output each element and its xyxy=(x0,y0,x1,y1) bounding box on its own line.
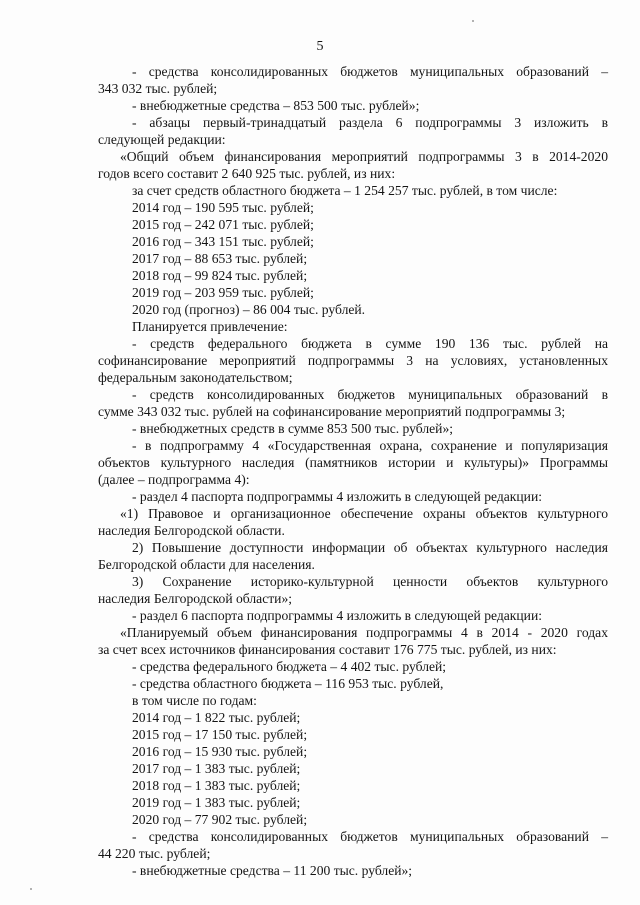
text-line: софинансирование мероприятий подпрограммы 3 на условиях, установленных xyxy=(98,353,608,368)
text-line: за счет средств областного бюджета – 1 254 257 тыс. рублей, в том числе: xyxy=(132,183,558,198)
text-line: 2016 год – 343 151 тыс. рублей; xyxy=(132,234,314,249)
text-line: 2020 год – 77 902 тыс. рублей; xyxy=(132,812,308,827)
text-line: в том числе по годам: xyxy=(132,693,257,708)
text-line: - средства консолидированных бюджетов муниципальных образований – xyxy=(132,829,608,844)
text-line: сумме 343 032 тыс. рублей на софинансирование мероприятий подпрограммы 3; xyxy=(98,404,566,419)
text-line: федеральным законодательством; xyxy=(98,370,293,385)
text-line: «1) Правовое и организационное обеспечение охраны объектов культурного xyxy=(120,506,608,521)
text-line: - внебюджетные средства – 853 500 тыс. рублей»; xyxy=(132,98,420,113)
document-body xyxy=(98,63,608,879)
text-line: Планируется привлечение: xyxy=(132,319,288,334)
text-line: 2016 год – 15 930 тыс. рублей; xyxy=(132,744,308,759)
text-line: 2) Повышение доступности информации об объектах культурного наследия xyxy=(132,540,608,555)
text-line: - средств федерального бюджета в сумме 190 136 тыс. рублей на xyxy=(132,336,608,351)
text-line: 3) Сохранение историко-культурной ценности объектов культурного xyxy=(132,574,608,589)
text-line: 2020 год (прогноз) – 86 004 тыс. рублей. xyxy=(132,302,366,317)
text-line: 2017 год – 88 653 тыс. рублей; xyxy=(132,251,308,266)
text-line: - средства консолидированных бюджетов муниципальных образований – xyxy=(132,64,608,79)
text-line: - внебюджетные средства – 11 200 тыс. рублей»; xyxy=(132,863,413,878)
text-line: объектов культурного наследия (памятников истории и культуры)» Программы xyxy=(98,455,608,470)
text-line: «Общий объем финансирования мероприятий подпрограммы 3 в 2014-2020 xyxy=(120,149,608,164)
text-line: 2017 год – 1 383 тыс. рублей; xyxy=(132,761,301,776)
text-line: 2014 год – 190 595 тыс. рублей; xyxy=(132,200,314,215)
text-line: 343 032 тыс. рублей; xyxy=(98,81,218,96)
text-line: 2018 год – 1 383 тыс. рублей; xyxy=(132,778,301,793)
scan-speck xyxy=(472,20,474,22)
text-line: 2019 год – 203 959 тыс. рублей; xyxy=(132,285,314,300)
text-line: 2018 год – 99 824 тыс. рублей; xyxy=(132,268,308,283)
text-line: 2015 год – 17 150 тыс. рублей; xyxy=(132,727,308,742)
text-line: 2019 год – 1 383 тыс. рублей; xyxy=(132,795,301,810)
text-line: наследия Белгородской области. xyxy=(98,523,285,538)
text-line: (далее – подпрограмма 4): xyxy=(98,472,250,487)
text-line: 44 220 тыс. рублей; xyxy=(98,846,211,861)
text-line: - внебюджетных средств в сумме 853 500 тыс. рублей»; xyxy=(132,421,454,436)
text-line: за счет всех источников финансирования составит 176 775 тыс. рублей, из них: xyxy=(98,642,557,657)
text-line: годов всего составит 2 640 925 тыс. рублей, из них: xyxy=(98,166,396,181)
scan-speck xyxy=(30,888,32,890)
text-line: - средств консолидированных бюджетов муниципальных образований в xyxy=(132,387,608,402)
text-line: - раздел 4 паспорта подпрограммы 4 изложить в следующей редакции: xyxy=(132,489,543,504)
text-line: наследия Белгородской области»; xyxy=(98,591,293,606)
text-line: - средства федерального бюджета – 4 402 тыс. рублей; xyxy=(132,659,447,674)
text-line: - раздел 6 паспорта подпрограммы 4 изложить в следующей редакции: xyxy=(132,608,543,623)
text-line: Белгородской области для населения. xyxy=(98,557,315,572)
text-line: 2015 год – 242 071 тыс. рублей; xyxy=(132,217,314,232)
text-line: следующей редакции: xyxy=(98,132,226,147)
text-line: - средства областного бюджета – 116 953 тыс. рублей, xyxy=(132,676,444,691)
text-line: - в подпрограмму 4 «Государственная охрана, сохранение и популяризация xyxy=(132,438,608,453)
text-line: - абзацы первый-тринадцатый раздела 6 подпрограммы 3 изложить в xyxy=(132,115,608,130)
text-line: «Планируемый объем финансирования подпрограммы 4 в 2014 - 2020 годах xyxy=(120,625,608,640)
text-line: 2014 год – 1 822 тыс. рублей; xyxy=(132,710,301,725)
page-number: 5 xyxy=(316,39,324,54)
